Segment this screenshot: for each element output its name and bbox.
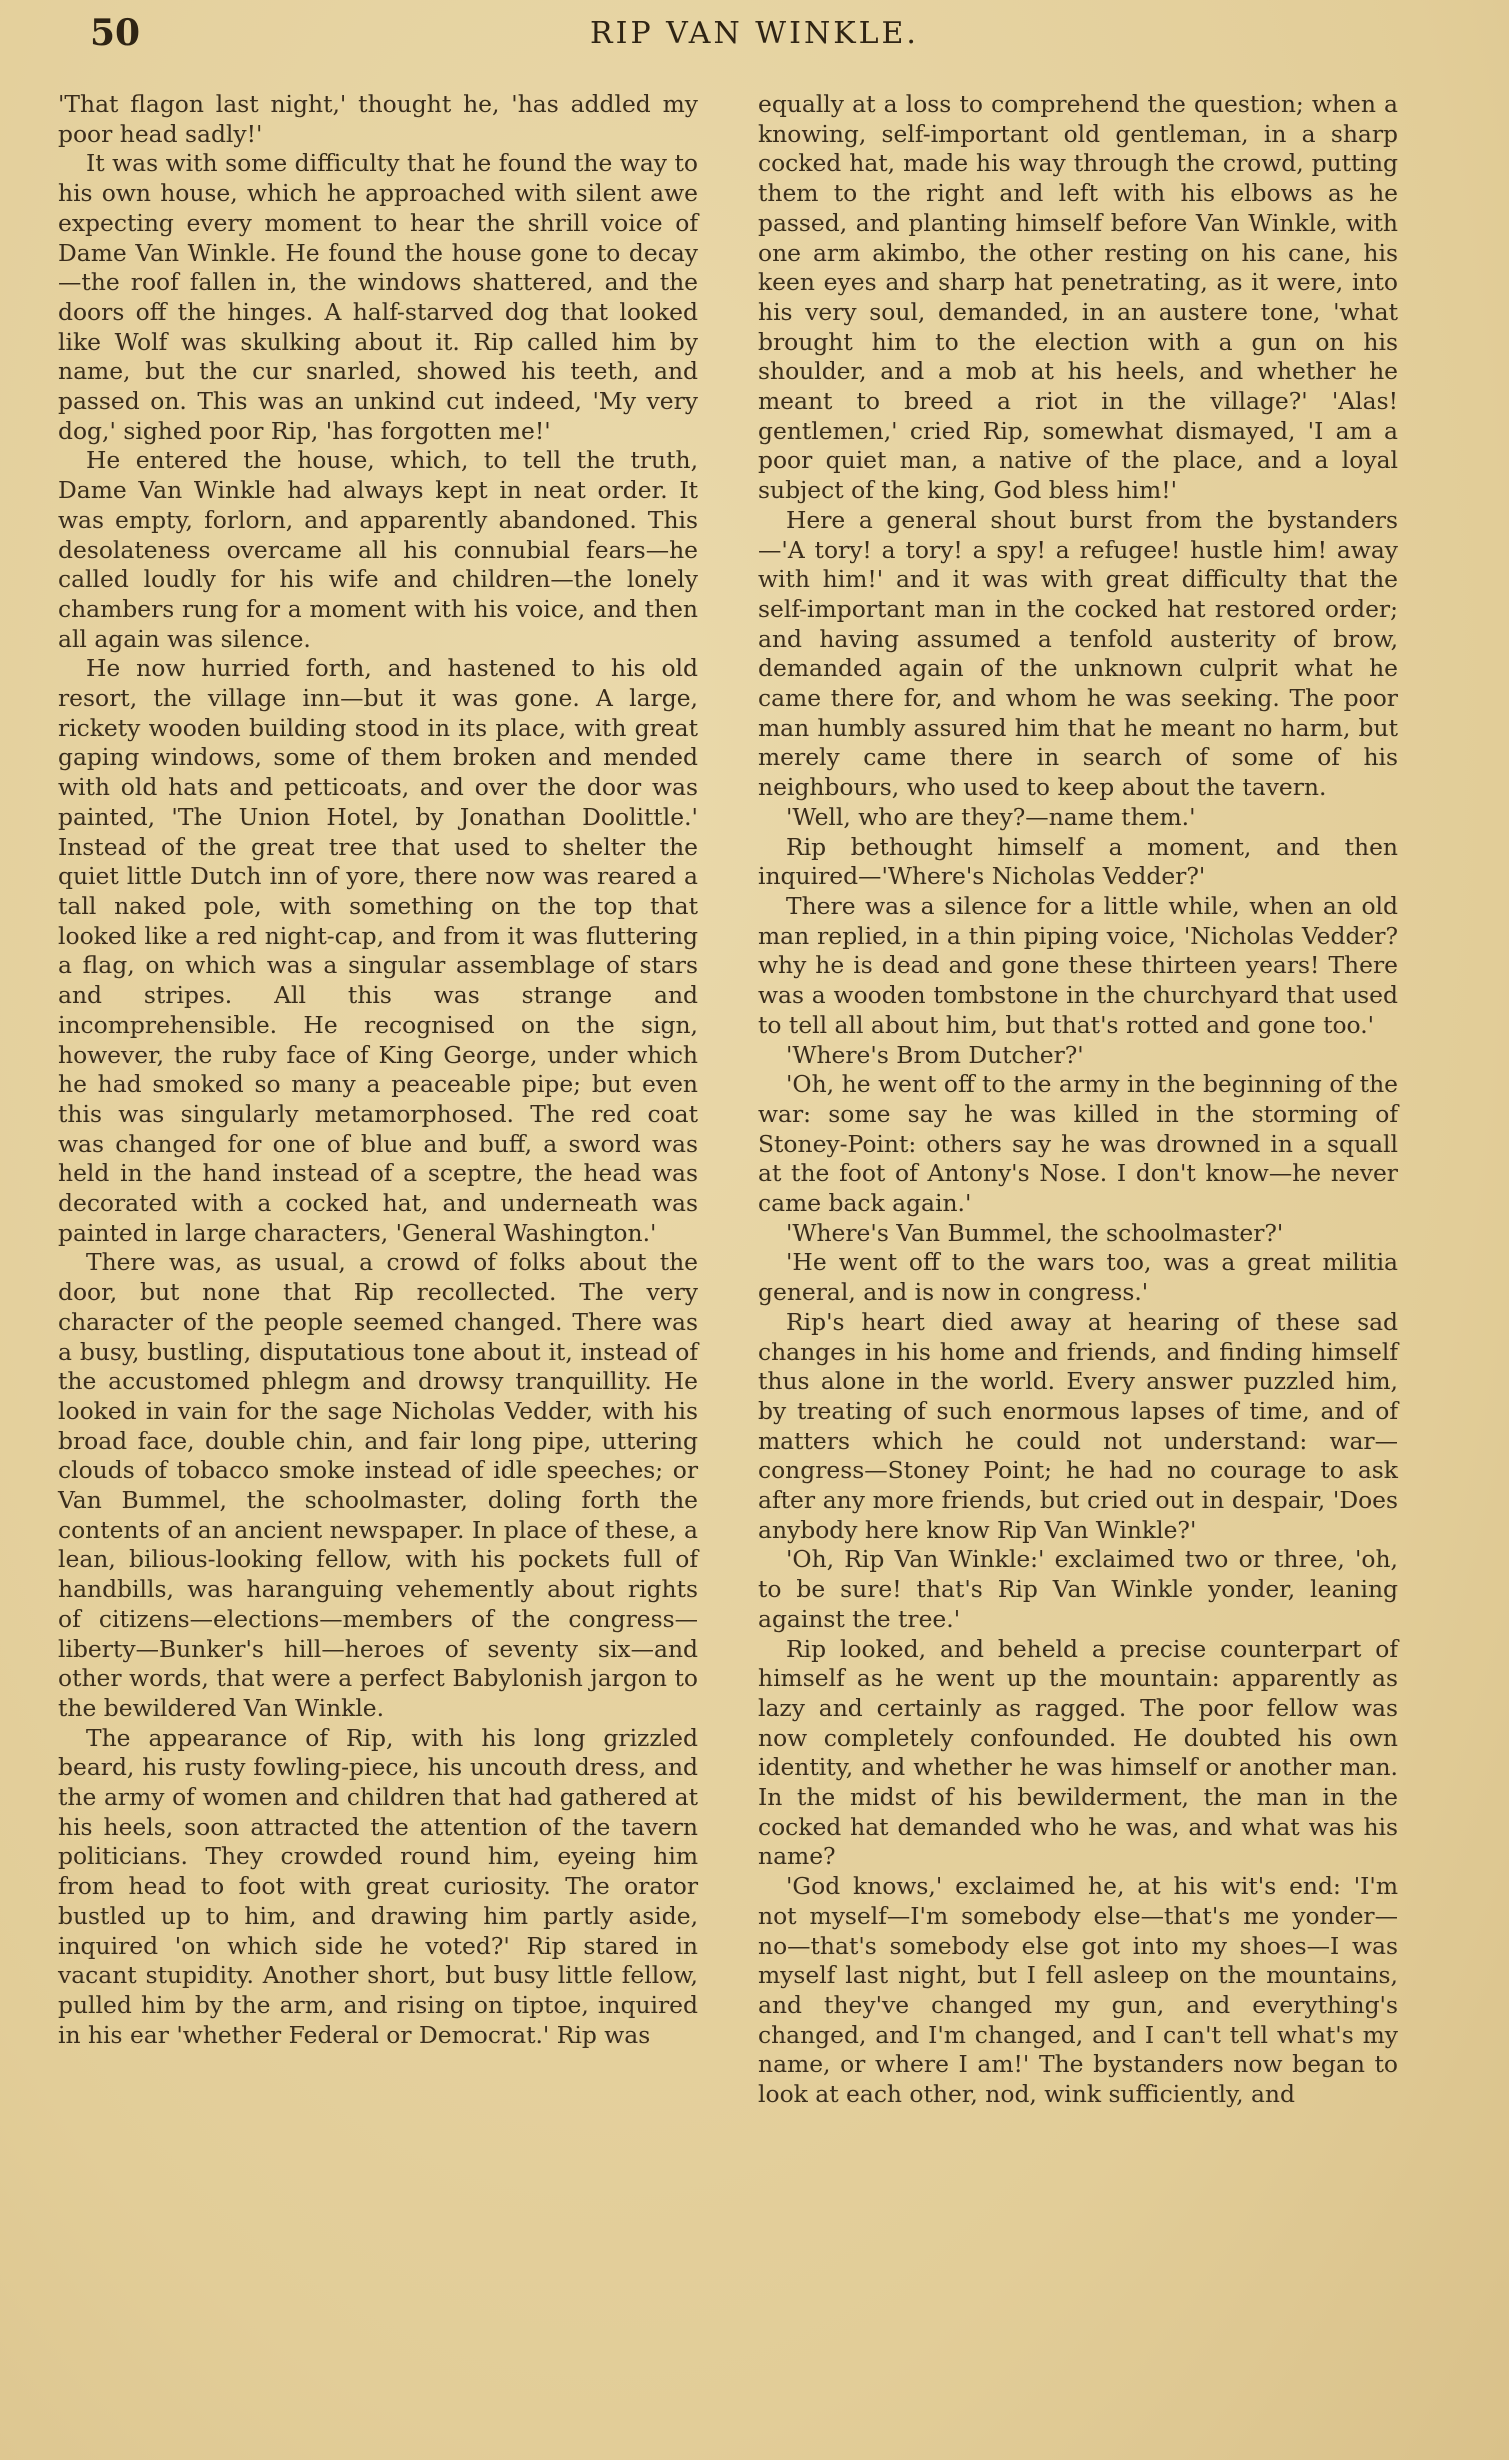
paragraph: 'Where's Van Bummel, the schoolmaster?' [786, 1218, 1284, 1247]
paragraph: 'God knows,' exclaimed he, at his wit's end: 'I'm not myself—I'm somebody else—that's me yonder—no—that's somebody else got into my shoes—I was myself last night, but I fell asleep on the mountains, and they've changed my gun, and everything's changed, and I'm changed, and I can't tell what's my name, or where I am!' The bystanders now began to look at each other, nod, wink sufficiently, and [758, 1872, 1398, 2109]
left-column [58, 90, 698, 2050]
paragraph: 'Well, who are they?—name them.' [786, 802, 1196, 831]
paragraph: Rip's heart died away at hearing of these sad changes in his home and friends, and finding himself thus alone in the world. Every answer puzzled him, by treating of such enormous lapses of time, and of matters which he could not understand: war—congress—Stoney Point; he had no courage to ask after any more friends, but cried out in despair, 'Does anybody here know Rip Van Winkle?' [758, 1307, 1398, 1544]
page-number: 50 [90, 12, 141, 54]
paragraph: There was, as usual, a crowd of folks about the door, but none that Rip recollected. The very character of the people seemed changed. There was a busy, bustling, disputatious tone about it, instead of the accustomed phlegm and drowsy tranquillity. He looked in vain for the sage Nicholas Vedder, with his broad face, double chin, and fair long pipe, uttering clouds of tobacco smoke instead of idle speeches; or Van Bummel, the schoolmaster, doling forth the contents of an ancient newspaper. In place of these, a lean, bilious-looking fellow, with his pockets full of handbills, was haranguing vehemently about rights of citizens—elections—members of the congress—liberty—Bunker's hill—heroes of seventy six—and other words, that were a perfect Babylonish jargon to the bewildered Van Winkle. [58, 1248, 698, 1722]
paragraph: He entered the house, which, to tell the truth, Dame Van Winkle had always kept in neat order. It was empty, forlorn, and apparently abandoned. This desolateness overcame all his connubial fears—he called loudly for his wife and children—the lonely chambers rung for a moment with his voice, and then all again was silence. [58, 446, 698, 653]
paragraph: 'Oh, he went off to the army in the beginning of the war: some say he was killed in the storming of Stoney-Point: others say he was drowned in a squall at the foot of Antony's Nose. I don't know—he never came back again.' [758, 1070, 1398, 1218]
paragraph: Rip looked, and beheld a precise counterpart of himself as he went up the mountain: apparently as lazy and certainly as ragged. The poor fellow was now completely confounded. He doubted his own identity, and whether he was himself or another man. In the midst of his bewilderment, the man in the cocked hat demanded who he was, and what was his name? [758, 1634, 1398, 1871]
paragraph: 'He went off to the wars too, was a great militia general, and is now in congress.' [758, 1248, 1398, 1307]
paragraph: The appearance of Rip, with his long grizzled beard, his rusty fowling-piece, his uncouth dress, and the army of women and children that had gathered at his heels, soon attracted the attention of the tavern politicians. They crowded round him, eyeing him from head to foot with great curiosity. The orator bustled up to him, and drawing him partly aside, inquired 'on which side he voted?' Rip stared in vacant stupidity. Another short, but busy little fellow, pulled him by the arm, and rising on tiptoe, inquired in his ear 'whether Federal or Democrat.' Rip was [58, 1723, 698, 2049]
paragraph: Here a general shout burst from the bystanders—'A tory! a tory! a spy! a refugee! hustle him! away with him!' and it was with great difficulty that the self-important man in the cocked hat restored order; and having assumed a tenfold austerity of brow, demanded again of the unknown culprit what he came there for, and whom he was seeking. The poor man humbly assured him that he meant no harm, but merely came there in search of some of his neighbours, who used to keep about the tavern. [758, 505, 1398, 802]
paragraph: 'Where's Brom Dutcher?' [786, 1040, 1084, 1069]
paragraph: He now hurried forth, and hastened to his old resort, the village inn—but it was gone. A large, rickety wooden building stood in its place, with great gaping windows, some of them broken and mended with old hats and petticoats, and over the door was painted, 'The Union Hotel, by Jonathan Doolittle.' Instead of the great tree that used to shelter the quiet little Dutch inn of yore, there now was reared a tall naked pole, with something on the top that looked like a red night-cap, and from it was fluttering a flag, on which was a singular assemblage of stars and stripes. All this was strange and incomprehensible. He recognised on the sign, however, the ruby face of King George, under which he had smoked so many a peaceable pipe; but even this was singularly metamorphosed. The red coat was changed for one of blue and buff, a sword was held in the hand instead of a sceptre, the head was decorated with a cocked hat, and underneath was painted in large characters, 'General Washington.' [58, 654, 698, 1247]
paragraph: 'Oh, Rip Van Winkle:' exclaimed two or three, 'oh, to be sure! that's Rip Van Winkle yonder, leaning against the tree.' [758, 1545, 1398, 1633]
paragraph: equally at a loss to comprehend the question; when a knowing, self-important old gentleman, in a sharp cocked hat, made his way through the crowd, putting them to the right and left with his elbows as he passed, and planting himself before Van Winkle, with one arm akimbo, the other resting on his cane, his keen eyes and sharp hat penetrating, as it were, into his very soul, demanded, in an austere tone, 'what brought him to the election with a gun on his shoulder, and a mob at his heels, and whether he meant to breed a riot in the village?' 'Alas! gentlemen,' cried Rip, somewhat dismayed, 'I am a poor quiet man, a native of the place, and a loyal subject of the king, God bless him!' [758, 90, 1398, 505]
running-head: RIP VAN WINKLE. [590, 16, 919, 51]
paragraph: There was a silence for a little while, when an old man replied, in a thin piping voice, 'Nicholas Vedder? why he is dead and gone these thirteen years! There was a wooden tombstone in the churchyard that used to tell all about him, but that's rotted and gone too.' [758, 891, 1398, 1039]
paragraph: Rip bethought himself a moment, and then inquired—'Where's Nicholas Vedder?' [758, 832, 1398, 891]
paragraph: 'That flagon last night,' thought he, 'has addled my poor head sadly!' [58, 90, 698, 148]
paragraph: It was with some difficulty that he found the way to his own house, which he approached with silent awe expecting every moment to hear the shrill voice of Dame Van Winkle. He found the house gone to decay—the roof fallen in, the windows shattered, and the doors off the hinges. A half-starved dog that looked like Wolf was skulking about it. Rip called him by name, but the cur snarled, showed his teeth, and passed on. This was an unkind cut indeed, 'My very dog,' sighed poor Rip, 'has forgotten me!' [58, 149, 698, 445]
right-column [758, 90, 1398, 2110]
